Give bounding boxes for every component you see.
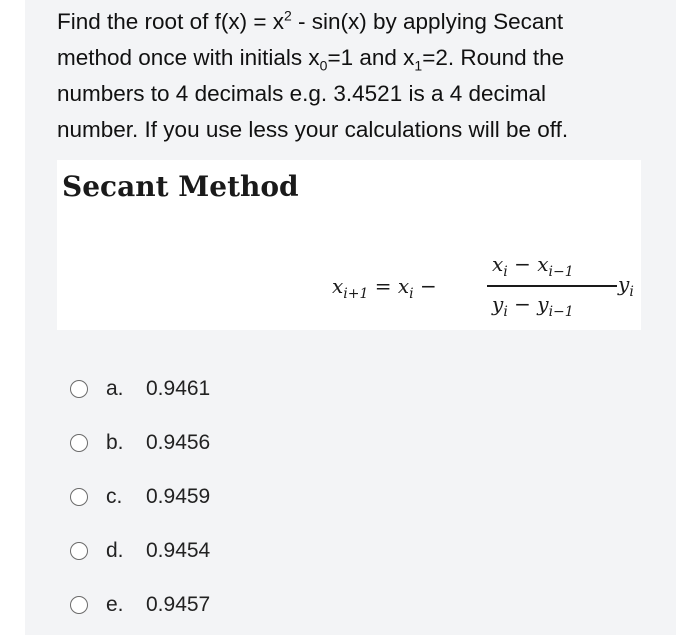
formula-tail — [618, 272, 634, 300]
radio-button[interactable] — [70, 488, 88, 506]
option-value: 0.9459 — [146, 485, 211, 508]
formula-lhs — [332, 274, 437, 302]
option-letter: d. — [106, 539, 124, 562]
option-value: 0.9456 — [146, 431, 211, 454]
option-e[interactable] — [70, 578, 210, 632]
question-text-part: method once with initials x — [57, 45, 320, 70]
question-text-part: =1 and x — [327, 45, 415, 70]
formula-var: x — [492, 252, 504, 276]
formula-sub: i — [409, 286, 414, 302]
answer-options — [70, 362, 210, 632]
fraction-bar — [487, 285, 617, 287]
question-line-1 — [57, 4, 647, 40]
formula-eq: = x — [368, 274, 410, 298]
subscript: 1 — [414, 57, 423, 74]
question-text-part: Find the root of f(x) = x — [57, 9, 284, 34]
question-line-2 — [57, 40, 647, 76]
formula-var: x — [332, 274, 344, 298]
option-value: 0.9454 — [146, 539, 211, 562]
formula-sub: i+1 — [343, 286, 369, 302]
option-d[interactable] — [70, 524, 210, 578]
formula-sub: i−1 — [548, 264, 574, 280]
formula-var: y — [492, 292, 504, 316]
subscript: 0 — [319, 57, 328, 74]
question-text — [57, 4, 647, 148]
formula-numerator — [492, 252, 574, 280]
option-c[interactable] — [70, 470, 210, 524]
radio-button[interactable] — [70, 434, 88, 452]
formula-sub: i — [503, 264, 508, 280]
formula-minus: − — [413, 274, 437, 298]
radio-button[interactable] — [70, 542, 88, 560]
option-letter: c. — [106, 485, 123, 508]
option-a[interactable] — [70, 362, 210, 416]
question-text-part: =2. Round the — [422, 45, 565, 70]
formula-sub: i−1 — [548, 304, 574, 320]
formula-var: y — [618, 272, 630, 296]
formula-sub: i — [629, 284, 634, 300]
option-value: 0.9457 — [146, 593, 211, 616]
option-b[interactable] — [70, 416, 210, 470]
question-line-4: number. If you use less your calculations will be off. — [57, 117, 569, 142]
option-letter: b. — [106, 431, 124, 454]
radio-button[interactable] — [70, 380, 88, 398]
option-letter: e. — [106, 593, 124, 616]
radio-button[interactable] — [70, 596, 88, 614]
question-line-3: numbers to 4 decimals e.g. 3.4521 is a 4 decimal — [57, 81, 547, 106]
question-text-part: - sin(x) by applying Secant — [291, 9, 564, 34]
option-letter: a. — [106, 377, 124, 400]
formula-op: − x — [507, 252, 549, 276]
formula-op: − y — [507, 292, 549, 316]
figure-title: Secant Method — [62, 170, 299, 203]
option-value: 0.9461 — [146, 377, 211, 400]
secant-method-figure — [57, 160, 641, 330]
formula-sub: i — [503, 304, 508, 320]
exponent: 2 — [283, 7, 292, 24]
formula-denominator — [492, 292, 574, 320]
secant-formula — [332, 244, 642, 324]
